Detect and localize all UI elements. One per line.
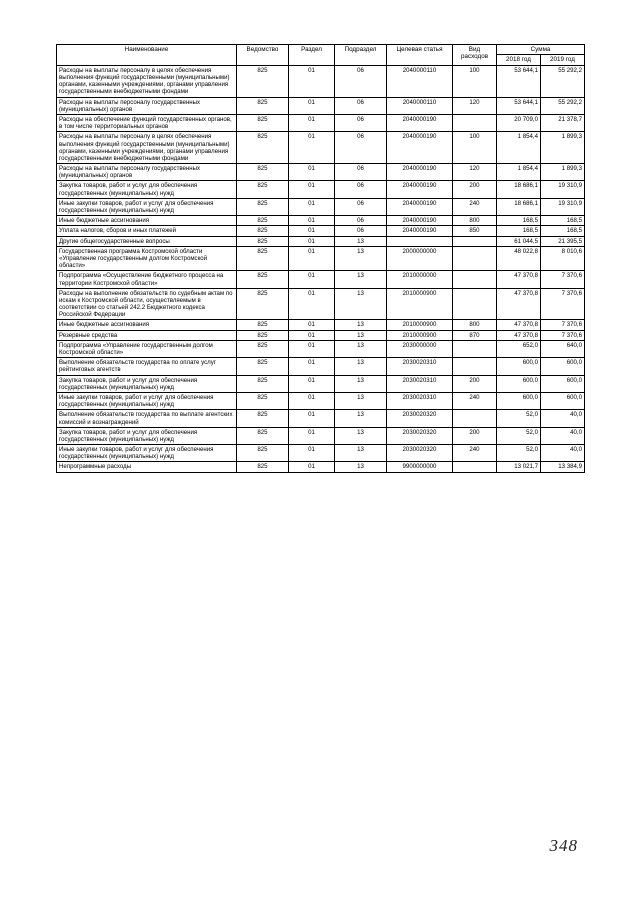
cell-summa-2019: 40,0 [541,410,585,427]
cell-vedomstvo: 825 [237,114,289,131]
cell-razdel: 01 [289,392,335,409]
cell-vid-rashodov: 120 [453,97,497,114]
cell-vid-rashodov [453,114,497,131]
cell-name: Иные бюджетные ассигнования [57,216,237,226]
cell-summa-2018: 1 854,4 [497,164,541,181]
cell-summa-2019: 600,0 [541,392,585,409]
cell-podrazdel: 06 [335,164,387,181]
cell-podrazdel: 13 [335,462,387,472]
cell-razdel: 01 [289,246,335,271]
cell-summa-2019: 7 370,6 [541,288,585,320]
table-row [57,271,585,288]
cell-podrazdel: 13 [335,375,387,392]
cell-summa-2019: 21 395,5 [541,236,585,246]
cell-vid-rashodov: 200 [453,427,497,444]
cell-vid-rashodov: 120 [453,164,497,181]
cell-podrazdel: 06 [335,226,387,236]
cell-summa-2019: 19 310,9 [541,198,585,215]
cell-vid-rashodov [453,288,497,320]
cell-name: Расходы на выплаты персоналу в целях обеспечения выполнения функций государственными (муниципальными) органами, казенными учреждениями, органами управления государственными внебюджетными фондами [57,132,237,164]
column-header-podrazdel: Подраздел [335,45,387,66]
cell-celevaya-statya: 2010000900 [387,288,453,320]
cell-razdel: 01 [289,164,335,181]
table-row [57,65,585,97]
cell-summa-2019: 55 292,2 [541,65,585,97]
cell-vedomstvo: 825 [237,271,289,288]
cell-summa-2019: 19 310,9 [541,181,585,198]
cell-summa-2018: 18 686,1 [497,181,541,198]
cell-summa-2019: 600,0 [541,358,585,375]
cell-summa-2019: 13 384,9 [541,462,585,472]
cell-podrazdel: 13 [335,271,387,288]
cell-vedomstvo: 825 [237,132,289,164]
cell-vid-rashodov [453,271,497,288]
cell-summa-2018: 1 854,4 [497,132,541,164]
cell-name: Расходы на выплаты персоналу государственных (муниципальных) органов [57,164,237,181]
table-row [57,462,585,472]
table-row [57,181,585,198]
table-row [57,246,585,271]
cell-summa-2018: 47 370,8 [497,330,541,340]
cell-celevaya-statya: 2030000000 [387,340,453,357]
cell-celevaya-statya: 2030020320 [387,410,453,427]
table-row [57,375,585,392]
cell-podrazdel: 06 [335,65,387,97]
cell-summa-2019: 7 370,6 [541,330,585,340]
cell-celevaya-statya: 2040000190 [387,164,453,181]
cell-summa-2019: 600,0 [541,375,585,392]
table-row [57,288,585,320]
column-header-vid-rashodov: Вид расходов [453,45,497,66]
cell-celevaya-statya: 2040000190 [387,198,453,215]
cell-vedomstvo: 825 [237,97,289,114]
cell-podrazdel: 13 [335,330,387,340]
table-header-row-1 [57,45,585,55]
cell-vid-rashodov: 200 [453,375,497,392]
column-header-summa: Сумма [497,45,585,55]
table-body [57,65,585,472]
cell-celevaya-statya: 2010000000 [387,271,453,288]
cell-summa-2018: 52,0 [497,427,541,444]
cell-vedomstvo: 825 [237,462,289,472]
page-number: 348 [549,836,578,855]
cell-name: Закупка товаров, работ и услуг для обеспечения государственных (муниципальных) нужд [57,181,237,198]
cell-celevaya-statya: 2040000190 [387,114,453,131]
cell-summa-2018: 600,0 [497,375,541,392]
cell-summa-2019: 640,0 [541,340,585,357]
cell-vedomstvo: 825 [237,427,289,444]
cell-vid-rashodov [453,340,497,357]
cell-summa-2019: 40,0 [541,427,585,444]
cell-name: Расходы на обеспечение функций государственных органов, в том числе территориальных органов [57,114,237,131]
cell-summa-2018: 168,5 [497,216,541,226]
cell-name: Выполнение обязательств государства по оплате услуг рейтинговых агентств [57,358,237,375]
cell-summa-2018: 600,0 [497,358,541,375]
cell-vedomstvo: 825 [237,164,289,181]
cell-razdel: 01 [289,340,335,357]
table-row [57,164,585,181]
cell-vid-rashodov [453,410,497,427]
cell-vid-rashodov [453,358,497,375]
cell-summa-2018: 168,5 [497,226,541,236]
cell-razdel: 01 [289,330,335,340]
cell-razdel: 01 [289,375,335,392]
cell-vedomstvo: 825 [237,236,289,246]
table-row [57,226,585,236]
cell-name: Иные бюджетные ассигнования [57,320,237,330]
cell-celevaya-statya: 2040000110 [387,97,453,114]
cell-podrazdel: 13 [335,392,387,409]
cell-celevaya-statya [387,236,453,246]
cell-vid-rashodov: 800 [453,320,497,330]
cell-summa-2018: 53 644,1 [497,65,541,97]
cell-celevaya-statya: 2030020320 [387,427,453,444]
cell-celevaya-statya: 2030020310 [387,375,453,392]
cell-name: Непрограммные расходы [57,462,237,472]
cell-podrazdel: 06 [335,132,387,164]
cell-name: Государственная программа Костромской области «Управление государственным долгом Костромской области» [57,246,237,271]
cell-name: Расходы на выплаты персоналу в целях обеспечения выполнения функций государственными (муниципальными) органами, казенными учреждениями, органами управления государственными внебюджетными фондами [57,65,237,97]
cell-vedomstvo: 825 [237,181,289,198]
cell-summa-2018: 47 370,8 [497,271,541,288]
cell-summa-2018: 61 044,5 [497,236,541,246]
cell-vid-rashodov: 200 [453,181,497,198]
cell-razdel: 01 [289,226,335,236]
table-row [57,236,585,246]
cell-name: Расходы на выполнение обязательств по судебным актам по искам к Костромской области, осуществляемым в соответствии со статьей 242.2 Бюджетного кодекса Российской Федерации [57,288,237,320]
table-row [57,320,585,330]
cell-summa-2019: 7 370,6 [541,320,585,330]
cell-vid-rashodov: 240 [453,392,497,409]
cell-vid-rashodov [453,236,497,246]
cell-razdel: 01 [289,65,335,97]
cell-celevaya-statya: 2030020310 [387,392,453,409]
cell-vid-rashodov: 100 [453,132,497,164]
cell-celevaya-statya: 2040000110 [387,65,453,97]
cell-podrazdel: 06 [335,181,387,198]
cell-summa-2018: 53 644,1 [497,97,541,114]
budget-table [56,44,585,473]
cell-summa-2018: 600,0 [497,392,541,409]
cell-summa-2019: 168,5 [541,216,585,226]
cell-vedomstvo: 825 [237,340,289,357]
cell-name: Закупка товаров, работ и услуг для обеспечения государственных (муниципальных) нужд [57,427,237,444]
cell-razdel: 01 [289,132,335,164]
cell-podrazdel: 06 [335,114,387,131]
cell-razdel: 01 [289,216,335,226]
cell-podrazdel: 13 [335,410,387,427]
column-header-razdel: Раздел [289,45,335,66]
cell-summa-2018: 47 370,8 [497,288,541,320]
cell-razdel: 01 [289,445,335,462]
cell-summa-2019: 21 378,7 [541,114,585,131]
cell-podrazdel: 06 [335,216,387,226]
cell-summa-2018: 52,0 [497,445,541,462]
cell-podrazdel: 06 [335,97,387,114]
cell-summa-2019: 1 899,3 [541,164,585,181]
cell-razdel: 01 [289,198,335,215]
cell-podrazdel: 13 [335,236,387,246]
cell-celevaya-statya: 2000000000 [387,246,453,271]
cell-vedomstvo: 825 [237,375,289,392]
cell-razdel: 01 [289,236,335,246]
cell-summa-2018: 48 022,8 [497,246,541,271]
table-row [57,427,585,444]
cell-celevaya-statya: 2040000190 [387,132,453,164]
cell-vedomstvo: 825 [237,288,289,320]
cell-vid-rashodov: 800 [453,216,497,226]
cell-razdel: 01 [289,271,335,288]
budget-table-container [56,44,584,473]
cell-name: Подпрограмма «Управление государственным долгом Костромской области» [57,340,237,357]
table-row [57,410,585,427]
cell-vedomstvo: 825 [237,330,289,340]
cell-celevaya-statya: 2040000190 [387,181,453,198]
column-header-name: Наименование [57,45,237,66]
cell-summa-2018: 18 686,1 [497,198,541,215]
cell-razdel: 01 [289,288,335,320]
cell-vid-rashodov: 240 [453,198,497,215]
cell-podrazdel: 06 [335,198,387,215]
cell-name: Иные закупки товаров, работ и услуг для обеспечения государственных (муниципальных) нужд [57,198,237,215]
cell-podrazdel: 13 [335,358,387,375]
column-header-year-2018: 2018 год [497,55,541,65]
cell-podrazdel: 13 [335,320,387,330]
cell-celevaya-statya: 9900000000 [387,462,453,472]
cell-summa-2018: 652,0 [497,340,541,357]
cell-razdel: 01 [289,358,335,375]
cell-celevaya-statya: 2010000900 [387,330,453,340]
cell-vid-rashodov [453,246,497,271]
cell-vid-rashodov: 870 [453,330,497,340]
cell-celevaya-statya: 2030020310 [387,358,453,375]
cell-vid-rashodov: 850 [453,226,497,236]
column-header-celevaya-statya: Целевая статья [387,45,453,66]
cell-summa-2019: 168,5 [541,226,585,236]
cell-razdel: 01 [289,97,335,114]
cell-name: Закупка товаров, работ и услуг для обеспечения государственных (муниципальных) нужд [57,375,237,392]
cell-podrazdel: 13 [335,340,387,357]
cell-name: Расходы на выплаты персоналу государственных (муниципальных) органов [57,97,237,114]
cell-summa-2018: 47 370,8 [497,320,541,330]
cell-podrazdel: 13 [335,288,387,320]
cell-name: Выполнение обязательств государства по выплате агентских комиссий и вознаграждений [57,410,237,427]
table-row [57,358,585,375]
cell-name: Резервные средства [57,330,237,340]
table-row [57,392,585,409]
cell-summa-2018: 20 709,0 [497,114,541,131]
table-row [57,132,585,164]
cell-vedomstvo: 825 [237,392,289,409]
cell-summa-2019: 7 370,6 [541,271,585,288]
cell-podrazdel: 13 [335,427,387,444]
table-row [57,330,585,340]
cell-razdel: 01 [289,181,335,198]
cell-summa-2018: 13 021,7 [497,462,541,472]
cell-vedomstvo: 825 [237,198,289,215]
cell-summa-2018: 52,0 [497,410,541,427]
column-header-vedomstvo: Ведомство [237,45,289,66]
cell-name: Уплата налогов, сборов и иных платежей [57,226,237,236]
cell-summa-2019: 8 010,6 [541,246,585,271]
cell-name: Иные закупки товаров, работ и услуг для обеспечения государственных (муниципальных) нужд [57,392,237,409]
cell-vid-rashodov: 240 [453,445,497,462]
cell-summa-2019: 1 899,3 [541,132,585,164]
cell-vid-rashodov: 100 [453,65,497,97]
table-row [57,216,585,226]
cell-vid-rashodov [453,462,497,472]
cell-celevaya-statya: 2040000190 [387,226,453,236]
cell-vedomstvo: 825 [237,358,289,375]
cell-vedomstvo: 825 [237,246,289,271]
cell-summa-2019: 55 292,2 [541,97,585,114]
table-header [57,45,585,66]
cell-vedomstvo: 825 [237,445,289,462]
cell-celevaya-statya: 2030020320 [387,445,453,462]
table-row [57,97,585,114]
cell-name: Иные закупки товаров, работ и услуг для обеспечения государственных (муниципальных) нужд [57,445,237,462]
cell-celevaya-statya: 2040000190 [387,216,453,226]
cell-vedomstvo: 825 [237,226,289,236]
cell-vedomstvo: 825 [237,65,289,97]
cell-razdel: 01 [289,114,335,131]
cell-name: Другие общегосударственные вопросы [57,236,237,246]
table-row [57,198,585,215]
cell-vedomstvo: 825 [237,410,289,427]
table-row [57,114,585,131]
cell-razdel: 01 [289,462,335,472]
cell-vedomstvo: 825 [237,320,289,330]
cell-razdel: 01 [289,410,335,427]
cell-razdel: 01 [289,427,335,444]
cell-summa-2019: 40,0 [541,445,585,462]
cell-podrazdel: 13 [335,445,387,462]
cell-celevaya-statya: 2010000900 [387,320,453,330]
table-row [57,445,585,462]
cell-name: Подпрограмма «Осуществление бюджетного процесса на территории Костромской области» [57,271,237,288]
cell-vedomstvo: 825 [237,216,289,226]
table-row [57,340,585,357]
cell-razdel: 01 [289,320,335,330]
cell-podrazdel: 13 [335,246,387,271]
column-header-year-2019: 2019 год [541,55,585,65]
